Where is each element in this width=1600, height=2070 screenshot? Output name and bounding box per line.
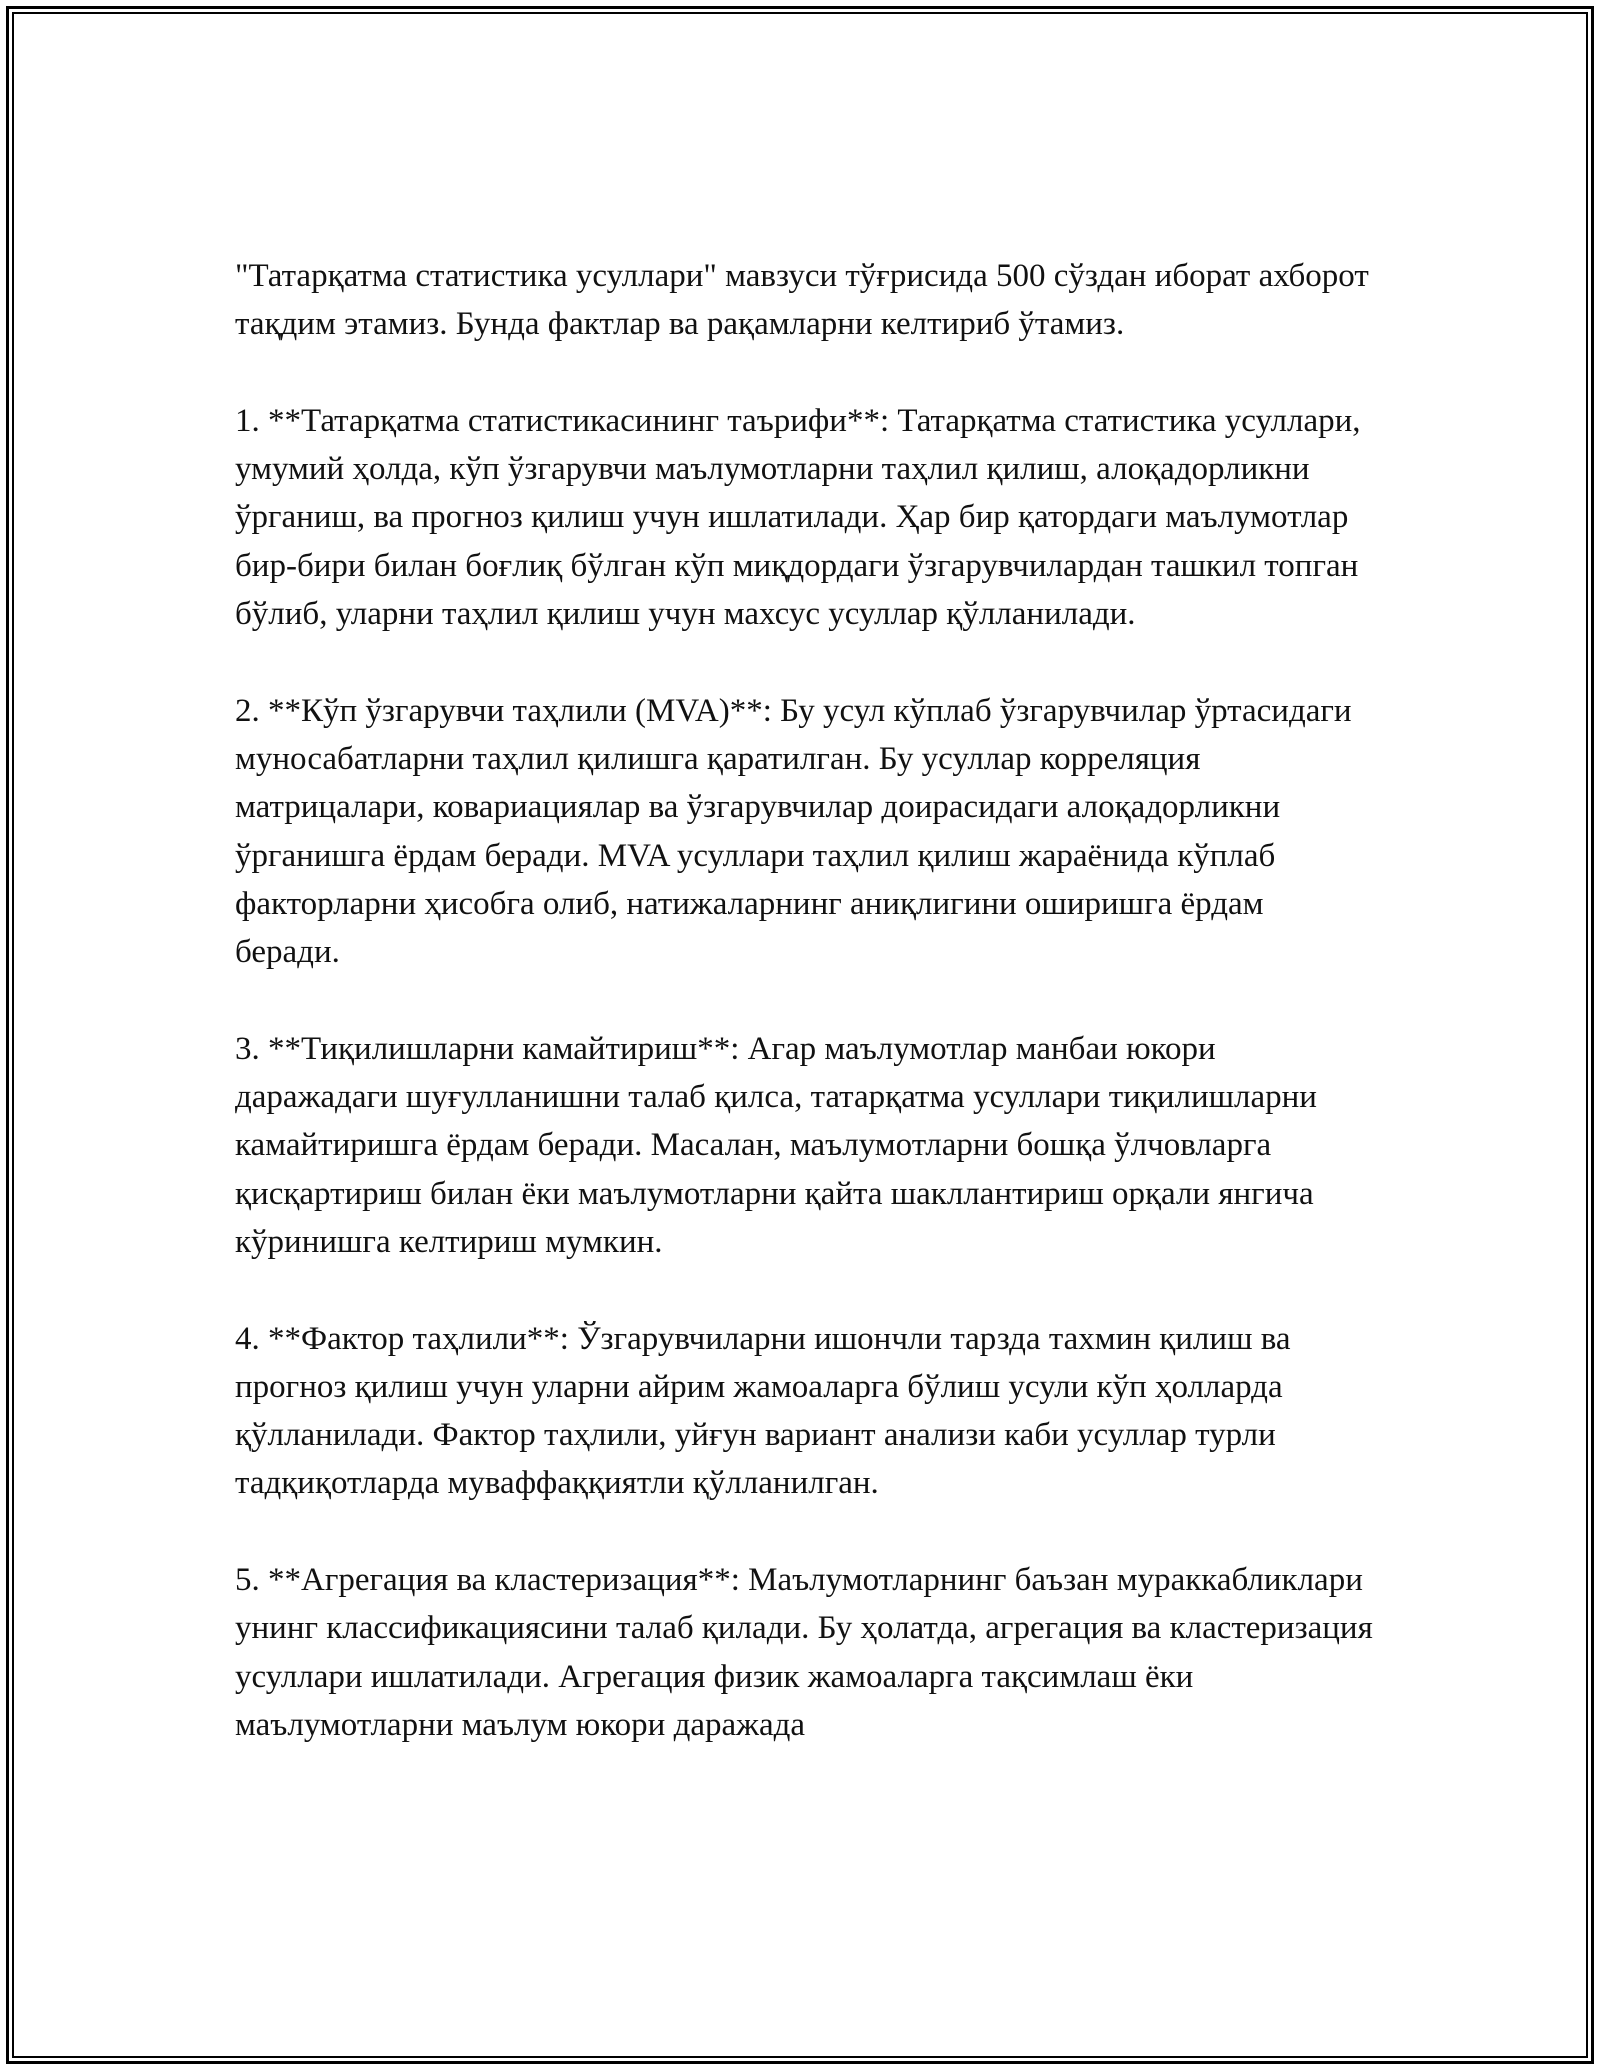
section-4-factor-analysis: 4. **Фактор таҳлили**: Ўзгарувчиларни ишончли тарзда тахмин қилиш ва прогноз қилиш учун уларни айрим жамоаларга бўлиш усули кўп ҳолларда қўлланилади. Фактор таҳлили, уйғун вариант анализи каби усуллар турли тадқиқотларда муваффаққиятли қўлланилган. — [235, 1320, 1299, 1502]
document-body — [235, 252, 1382, 1798]
section-5-aggregation: 5. **Агрегация ва кластеризация**: Маълумотларнинг баъзан мураккабликлари унинг классификациясини талаб қилади. Бу ҳолатда, агрегация ва кластеризация усуллари ишлатилади. Агрегация физик жамоаларга тақсимлаш ёки маълумотларни маълум юкори даражада — [235, 1562, 1382, 1743]
section-1-definition: 1. **Татарқатма статистикасининг таърифи**: Татарқатма статистика усуллари, умумий ҳолда, кўп ўзгарувчи маълумотларни таҳлил қилиш, алоқадорликни ўрганиш, ва прогноз қилиш учун ишлатилади. Ҳар бир қатордаги маълумотлар бир-бири билан боғлиқ бўлган кўп миқдордаги ўзгарувчилардан ташкил топган бўлиб, уларни таҳлил қилиш учун махсус усуллар қўлланилади. — [235, 402, 1369, 633]
intro-paragraph: "Татарқатма статистика усуллари" мавзуси тўғрисида 500 сўздан иборат ахборот тақдим этамиз. Бунда фактлар ва рақамларни келтириб ўтамиз. — [235, 258, 1378, 343]
section-2-mva: 2. **Кўп ўзгарувчи таҳлили (MVA)**: Бу усул кўплаб ўзгарувчилар ўртасидаги муносабатларни таҳлил қилишга қаратилган. Бу усуллар корреляция матрицалари, ковариациялар ва ўзгарувчилар доирасидаги алоқадорликни ўрганишга ёрдам беради. MVA усуллари таҳлил қилиш жараёнида кўплаб факторларни ҳисобга олиб, натижаларнинг аниқлигини оширишга ёрдам беради. — [235, 692, 1360, 971]
section-3-reduction: 3. **Тиқилишларни камайтириш**: Агар маълумотлар манбаи юкори даражадаги шуғулланишни талаб қилса, татарқатма усуллари тиқилишларни камайтиришга ёрдам беради. Масалан, маълумотларни бошқа ўлчовларга қисқартириш билан ёки маълумотларни қайта шакллантириш орқали янгича кўринишга келтириш мумкин. — [235, 1030, 1331, 1260]
